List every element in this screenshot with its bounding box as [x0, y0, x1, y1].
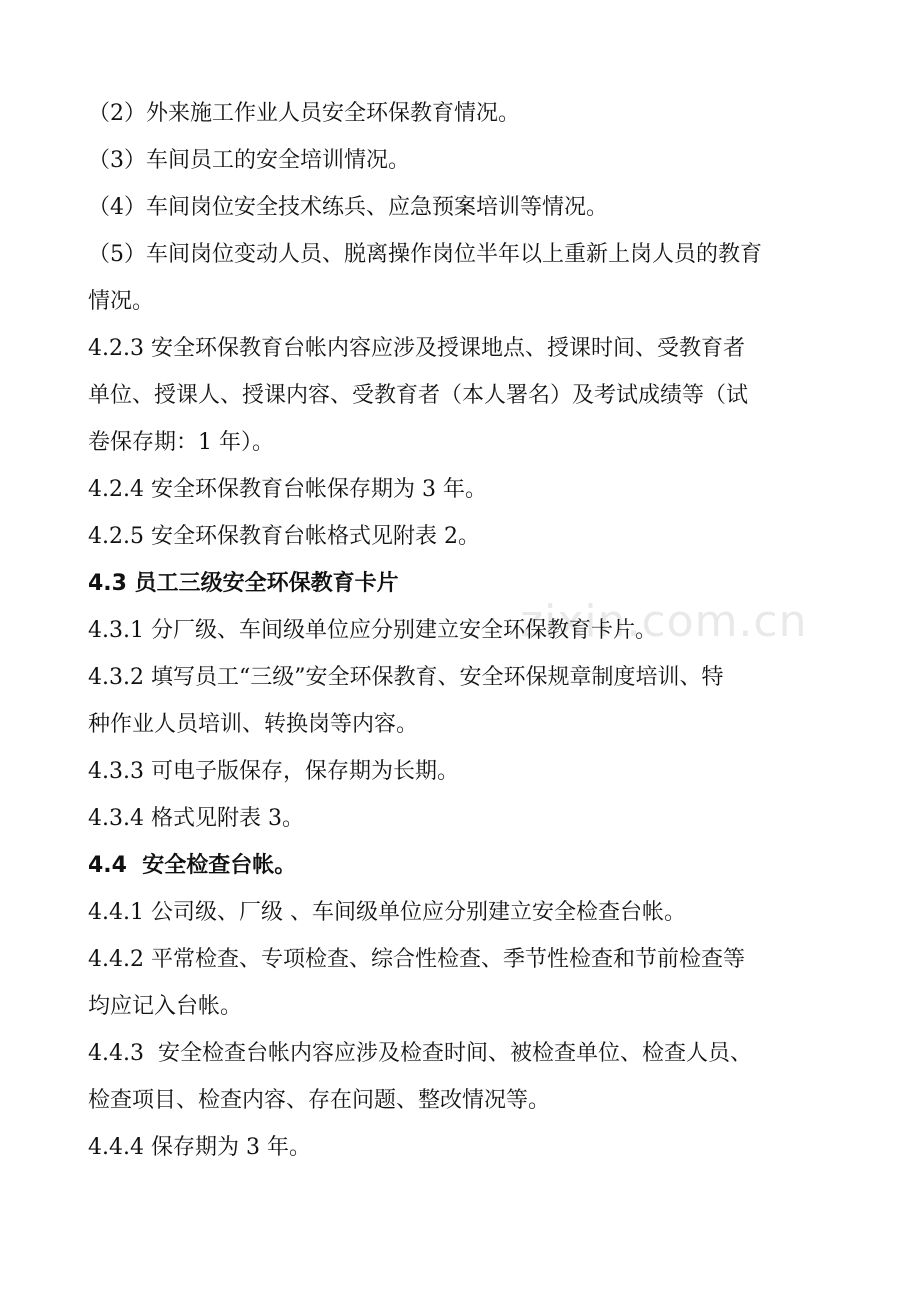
- clause-4-3-3: 4.3.3 可电子版保存，保存期为长期。: [88, 759, 459, 784]
- clause-4-2-3-line-1: 4.2.3 安全环保教育台帐内容应涉及授课地点、授课时间、受教育者: [88, 336, 745, 361]
- clause-4-4-2-line-1: 4.4.2 平常检查、专项检查、综合性检查、季节性检查和节前检查等: [88, 947, 745, 972]
- clause-4-3-2-line-2: 种作业人员培训、转换岗等内容。: [88, 712, 419, 737]
- document-body: [88, 90, 838, 1171]
- watermark: zixin.com.cn: [520, 596, 808, 647]
- clause-4-4-3-line-1: 4.4.3 安全检查台帐内容应涉及检查时间、被检查单位、检查人员、: [88, 1041, 752, 1066]
- list-item-5-line-1: （5）车间岗位变动人员、脱离操作岗位半年以上重新上岗人员的教育: [88, 242, 762, 267]
- list-item-2: （2）外来施工作业人员安全环保教育情况。: [88, 101, 520, 126]
- clause-4-2-5: 4.2.5 安全环保教育台帐格式见附表 2。: [88, 524, 480, 549]
- list-item-3: （3）车间员工的安全培训情况。: [88, 148, 410, 173]
- section-heading-4-4: 4.4 安全检查台帐。: [88, 853, 297, 878]
- clause-4-4-3-line-2: 检查项目、检查内容、存在问题、整改情况等。: [88, 1088, 551, 1113]
- clause-4-3-1: 4.3.1 分厂级、车间级单位应分别建立安全环保教育卡片。: [88, 618, 657, 643]
- section-heading-4-3: 4.3 员工三级安全环保教育卡片: [88, 571, 399, 596]
- clause-4-3-2-line-1: 4.3.2 填写员工“三级”安全环保教育、安全环保规章制度培训、特: [88, 665, 724, 690]
- clause-4-4-2-line-2: 均应记入台帐。: [88, 994, 243, 1019]
- clause-4-4-1: 4.4.1 公司级、厂级 、车间级单位应分别建立安全检查台帐。: [88, 900, 686, 925]
- clause-4-2-3-line-2: 单位、授课人、授课内容、受教育者（本人署名）及考试成绩等（试: [88, 383, 749, 408]
- list-item-4: （4）车间岗位安全技术练兵、应急预案培训等情况。: [88, 195, 608, 220]
- clause-4-2-4: 4.2.4 安全环保教育台帐保存期为 3 年。: [88, 477, 487, 502]
- clause-4-2-3-line-3: 卷保存期：1 年）。: [88, 430, 274, 455]
- clause-4-3-4: 4.3.4 格式见附表 3。: [88, 806, 304, 831]
- list-item-5-line-2: 情况。: [88, 289, 155, 314]
- clause-4-4-4: 4.4.4 保存期为 3 年。: [88, 1135, 311, 1160]
